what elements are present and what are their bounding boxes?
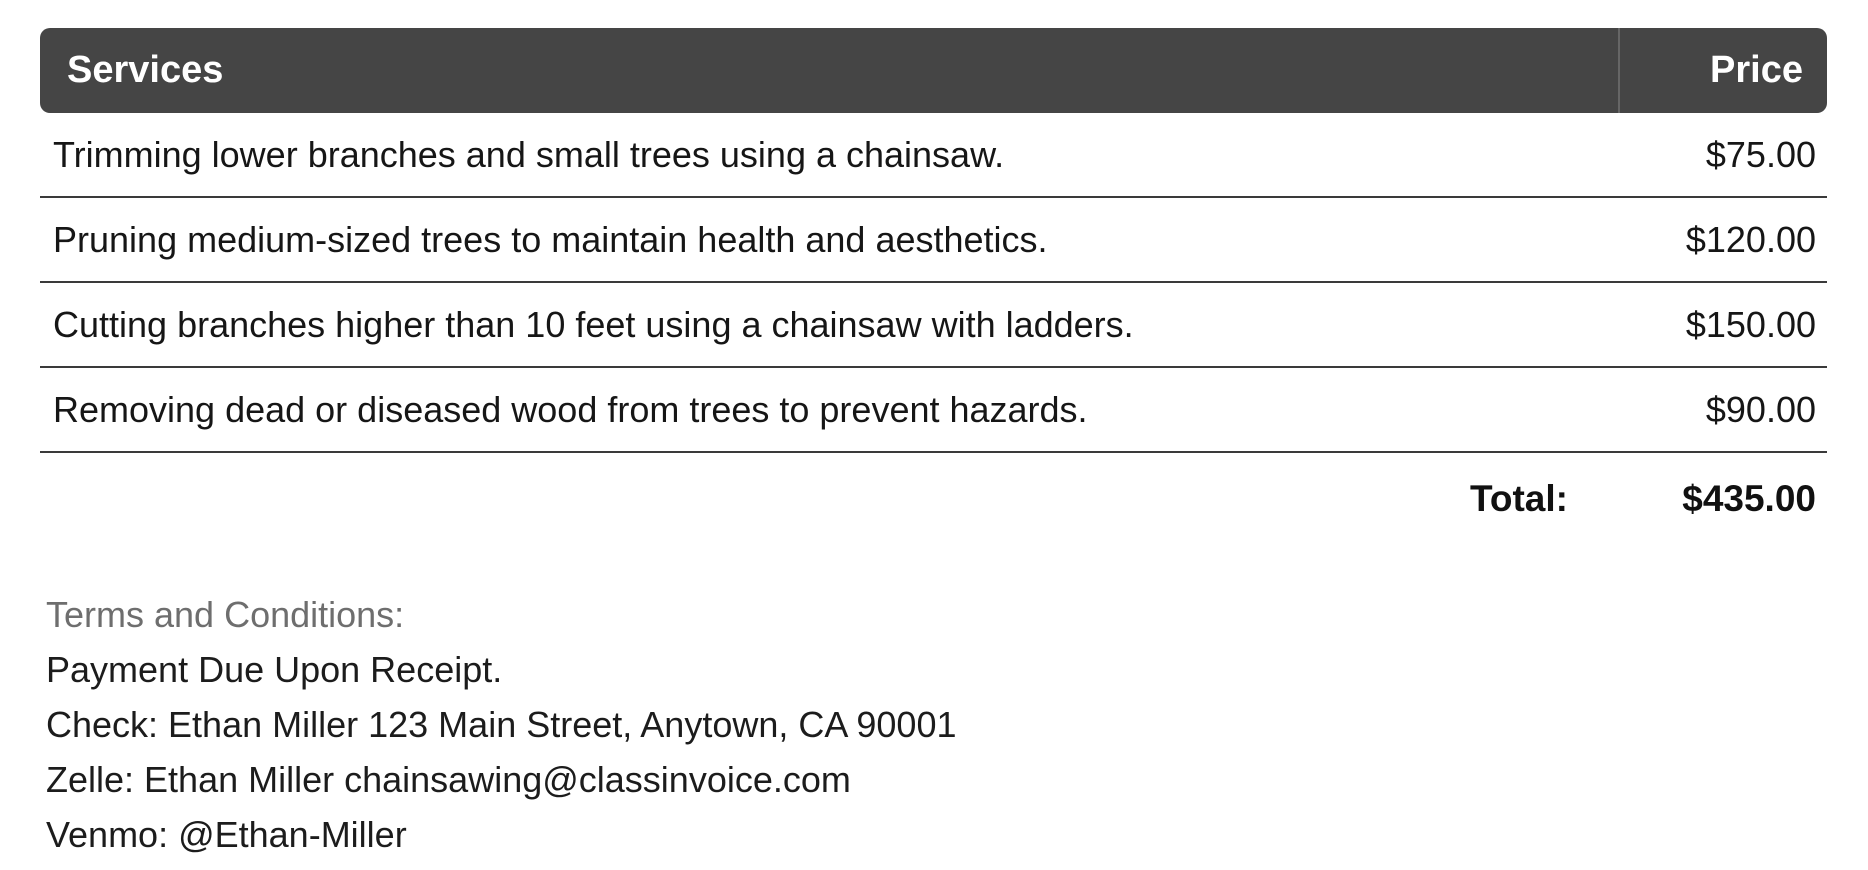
service-price: $120.00 — [1685, 218, 1816, 260]
total-value: $435.00 — [1682, 478, 1816, 519]
table-row — [40, 198, 1827, 283]
invoice-body — [40, 28, 1827, 862]
terms-line-venmo: Venmo: @Ethan-Miller — [46, 814, 407, 855]
service-description: Trimming lower branches and small trees using a chainsaw. — [53, 133, 1005, 175]
services-column-header: Services — [67, 49, 224, 91]
terms-line-payment: Payment Due Upon Receipt. — [46, 649, 503, 690]
terms-heading: Terms and Conditions: — [46, 594, 405, 635]
price-column-header: Price — [1618, 28, 1827, 113]
total-label: Total: — [1470, 478, 1568, 519]
terms-line-zelle: Zelle: Ethan Miller chainsawing@classinvoice.com — [46, 759, 851, 800]
total-row — [40, 453, 1827, 545]
services-table — [40, 28, 1827, 545]
terms-line-check: Check: Ethan Miller 123 Main Street, Anytown, CA 90001 — [46, 704, 957, 745]
table-row — [40, 113, 1827, 198]
service-price: $150.00 — [1685, 303, 1816, 345]
table-row — [40, 368, 1827, 453]
service-price: $90.00 — [1705, 388, 1816, 430]
table-row — [40, 283, 1827, 368]
service-description: Removing dead or diseased wood from trees to prevent hazards. — [53, 388, 1088, 430]
terms-section — [40, 587, 1827, 862]
service-description: Pruning medium-sized trees to maintain health and aesthetics. — [53, 218, 1048, 260]
service-price: $75.00 — [1705, 133, 1816, 175]
service-description: Cutting branches higher than 10 feet using a chainsaw with ladders. — [53, 303, 1134, 345]
table-header-row — [40, 28, 1827, 113]
